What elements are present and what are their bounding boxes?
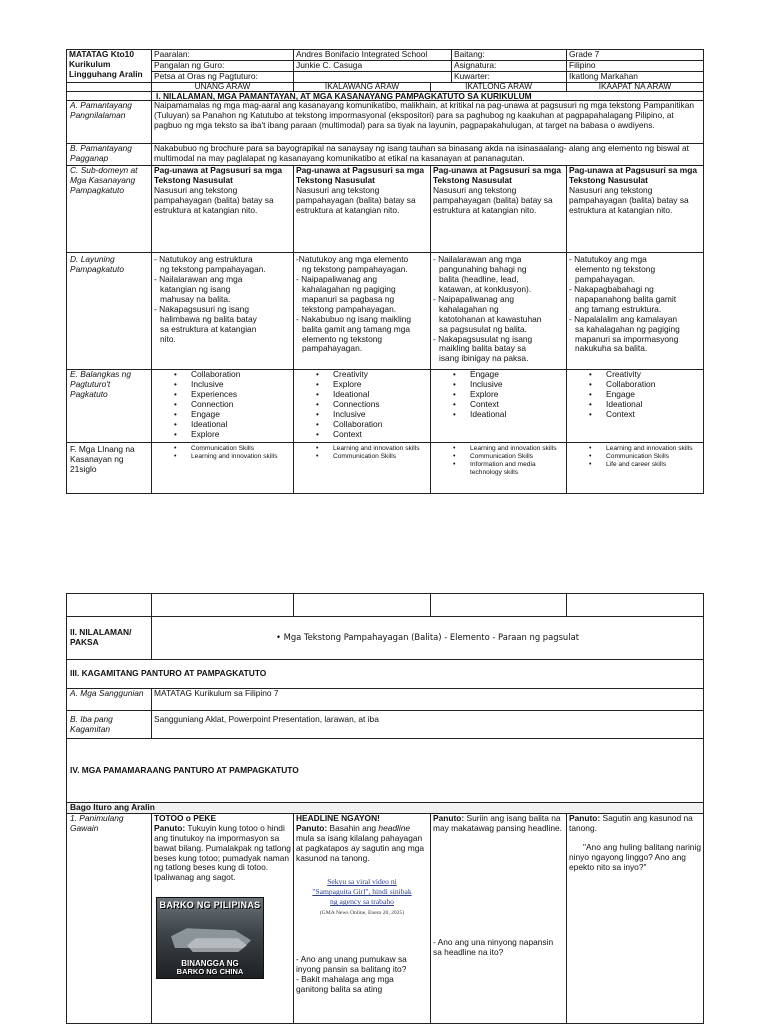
- day-3-header: IKATLONG ARAW: [431, 82, 567, 91]
- layunin-line: balita (headline, lead,: [439, 274, 519, 285]
- balangkas-list-day-4: [569, 370, 701, 420]
- pamantayang-pangnilalaman-text: Naipamamalas ng mga mag-aaral ang kasanayang komunikatibo, malikhain, at kritikal na pag-unawa at pagsusuri ng mga tekstong Pampanitikan (Tuluyan) sa Panahon ng Katutubo at tekstong impormasyonal (ekspositori) para sa paghubog ng kaakuhan at pagpapahalagang Pilipino, at pagbuo ng mga teksto sa iba't ibang paraan (multimodal) para sa tiyak na layunin, pagpapakahulugan, at target na babasa o awdiyens.: [152, 101, 704, 144]
- balangkas-item: • Engage: [154, 410, 291, 420]
- balangkas-item: • Connection: [154, 400, 291, 410]
- layunin-line: - Nailalarawan ang mga: [433, 254, 522, 265]
- balangkas-item: • Inclusive: [154, 380, 291, 390]
- layunin-line: katotohanan at kawastuhan: [439, 313, 542, 324]
- balangkas-item: • Explore: [154, 430, 291, 440]
- balangkas-item: • Inclusive: [433, 380, 564, 390]
- layunin-line: nakukuha sa balita.: [575, 343, 648, 354]
- layunin-line: elemento ng tekstong: [575, 264, 656, 275]
- layunin-line: sa estruktura at katangian: [160, 323, 257, 334]
- kasanayan-item: • Learning and innovation skills: [433, 445, 564, 453]
- layunin-line: mapanuri sa pagbasa ng: [302, 293, 395, 304]
- balangkas-item: • Engage: [433, 370, 564, 380]
- panimulang-gawain-day-4: Panuto: Sagutin ang kasunod na tanong. "Ano ang huling balitang narinig ninyo ngayong linggo? Ano ang epekto nito sa inyo?": [567, 813, 704, 1023]
- sub-domeyn-day-3: Pag-unawa at Pagsusuri sa mga Tekstong Nasusulat Nasusuri ang tekstong pampahayagan (balita) batay sa estruktura at katangian nito.: [431, 166, 567, 253]
- layunin-line: ng tekstong pampahayagan.: [160, 264, 266, 275]
- layunin-line: kahalagahan ng: [439, 303, 499, 314]
- balangkas-item: • Creativity: [296, 370, 428, 380]
- layunin-line: mahusay na balita.: [160, 293, 231, 304]
- layunin-line: - Naipapaliwanag ang: [296, 274, 378, 285]
- petsa-label: Petsa at Oras ng Pagtuturo:: [152, 71, 294, 82]
- layunin-line: elemento ng tekstong: [302, 333, 383, 344]
- headline-ngayon-title: HEADLINE NGAYON!: [296, 812, 380, 823]
- layunin-line: pangunahing bahagi ng: [439, 264, 527, 275]
- balangkas-item: • Explore: [433, 390, 564, 400]
- ship-shape-2: [187, 938, 247, 952]
- layunin-line: -Natutukoy ang mga elemento: [296, 254, 409, 265]
- curriculum-title: MATATAG Kto10 Kurikulum Lingguhang Aralin: [67, 50, 152, 83]
- layunin-line: tekstong pampahayagan.: [302, 303, 397, 314]
- sub-domeyn-label: C. Sub-domeyn at Mga Kasanayang Pampagkatuto: [67, 166, 152, 253]
- layunin-line: - Naipapaliwanag ang: [433, 293, 515, 304]
- nilalaman-paksa-text: • Mga Tekstong Pampahayagan (Balita) - Elemento - Paraan ng pagsulat: [152, 617, 704, 660]
- iba-pang-kagamitan-text: Sangguniang Aklat, Powerpoint Presentation, larawan, at iba: [152, 711, 704, 739]
- pamantayang-pagganap-label: B. Pamantayang Pagganap: [67, 144, 152, 166]
- layunin-line: kahalagahan ng pagiging: [302, 284, 396, 295]
- panimulang-gawain-day-2: HEADLINE NGAYON! Panuto: Basahin ang headline mula sa isang kilalang pahayagan at pagkatapos ay sagutin ang mga kasunod na tanong. Sekyu sa viral video ni "Sampaguita Girl", hindi sinibak ng agency sa trabaho (GMA News Online, Enero 20, 2025) - Ano ang unang pumukaw sa inyong pansin sa balitang ito? - Bakit mahalaga ang mga ganitong balita sa ating: [294, 813, 431, 1023]
- balangkas-item: • Creativity: [569, 370, 701, 380]
- balangkas-item: • Context: [296, 430, 428, 440]
- layunin-day-3: [431, 253, 567, 370]
- layunin-line: katangian ng isang: [160, 284, 231, 295]
- kuwarter-value: Ikatlong Markahan: [567, 71, 704, 82]
- day-4-header: IKAAPAT NA ARAW: [567, 82, 704, 91]
- layuning-pampagkatuto-label: D. Layuning Pampagkatuto: [67, 253, 152, 370]
- section-3-title: III. KAGAMITANG PANTURO AT PAMPAGKATUTO: [67, 660, 704, 689]
- layunin-day-4: [567, 253, 704, 370]
- layunin-line: ang tamang estruktura.: [575, 303, 662, 314]
- balangkas-item: • Context: [433, 400, 564, 410]
- layunin-line: sa pagsusulat ng balita.: [439, 323, 527, 334]
- kasanayan-item: • Learning and innovation skills: [569, 445, 701, 453]
- bago-ituro-label: Bago Ituro ang Aralin: [67, 803, 704, 814]
- balangkas-item: • Engage: [569, 390, 701, 400]
- balangkas-item: • Context: [569, 410, 701, 420]
- balangkas-item: • Collaboration: [296, 420, 428, 430]
- layunin-line: - Nailalarawan ang mga: [154, 274, 243, 285]
- kasanayan-item: • Information and media technology skills: [433, 461, 564, 477]
- baitang-label: Baitang:: [454, 49, 485, 59]
- nilalaman-paksa-label: II. NILALAMAN/ PAKSA: [67, 617, 152, 660]
- kasanayan-list-day-4: [569, 445, 701, 468]
- totoo-peke-title: TOTOO o PEKE: [154, 812, 217, 823]
- balangkas-list-day-3: [433, 370, 564, 420]
- layunin-line: katawan, at konklusyon).: [439, 284, 532, 295]
- layunin-day-2: [294, 253, 431, 370]
- guro-label: Pangalan ng Guro:: [152, 60, 294, 71]
- sub-domeyn-day-2: Pag-unawa at Pagsusuri sa mga Tekstong Nasusulat Nasusuri ang tekstong pampahayagan (balita) batay sa estruktura at katangian nito.: [294, 166, 431, 253]
- layunin-line: napapanahong balita gamit: [575, 293, 677, 304]
- news-headline-clip: Sekyu sa viral video ni "Sampaguita Girl", hindi sinibak ng agency sa trabaho (GMA News Online, Enero 20, 2025): [312, 877, 412, 917]
- layunin-line: isang ibinigay na paksa.: [439, 353, 529, 364]
- layunin-line: maikling balita batay sa: [439, 343, 527, 354]
- kasanayan-item: • Learning and innovation skills: [154, 453, 291, 461]
- layunin-line: - Nakapagsusuri ng isang: [154, 303, 249, 314]
- balangkas-item: • Ideational: [433, 410, 564, 420]
- kasanayan-list-day-3: [433, 445, 564, 476]
- asignatura-value: Filipino: [567, 60, 704, 71]
- kasanayan-item: • Communication Skills: [433, 453, 564, 461]
- guro-value: Junkie C. Casuga: [294, 61, 452, 71]
- kasanayan-item: • Communication Skills: [296, 453, 428, 461]
- layunin-line: pampahayagan.: [302, 343, 363, 354]
- kasanayan-item: • Learning and innovation skills: [296, 445, 428, 453]
- balangkas-list-day-1: [154, 370, 291, 439]
- balangkas-item: • Inclusive: [296, 410, 428, 420]
- news-photo: BARKO NG PILIPINAS BINANGGA NG BARKO NG CHINA: [156, 897, 264, 979]
- balangkas-item: • Experiences: [154, 390, 291, 400]
- paaralan-label: Paaralan:: [152, 50, 294, 61]
- paaralan-value: Andres Bonifacio Integrated School: [294, 50, 452, 60]
- petsa-value: [294, 72, 452, 82]
- layunin-line: mapanuri sa impormasyong: [575, 333, 679, 344]
- kasanayan-item: • Life and career skills: [569, 461, 701, 469]
- layunin-line: balita gamit ang tamang mga: [302, 323, 411, 334]
- day-1-header: UNANG ARAW: [152, 82, 294, 91]
- kasanayan-item: • Communication Skills: [154, 445, 291, 453]
- layunin-line: pampahayagan.: [575, 274, 636, 285]
- layunin-line: sa kahalagahan ng pagiging: [575, 323, 680, 334]
- kuwarter-label: Kuwarter:: [454, 70, 490, 81]
- baitang-value: Grade 7: [567, 50, 704, 61]
- layunin-line: - Napalalalim ang kamalayan: [569, 313, 678, 324]
- panimulang-gawain-label: 1. Panimulang Gawain: [67, 813, 152, 1023]
- panimulang-gawain-day-3: Panuto: Suriin ang isang balita na may makatawag pansing headline. - Ano ang una ninyong napansin sa headline na ito?: [431, 813, 567, 1023]
- day-2-header: IKALAWANG ARAW: [294, 82, 431, 91]
- layunin-line: halimbawa ng balita batay: [160, 313, 257, 324]
- sanggunian-label: A. Mga Sanggunian: [67, 689, 152, 711]
- kasanayan-list-day-2: [296, 445, 428, 461]
- lesson-plan-header-table: [66, 49, 704, 494]
- pamantayang-pagganap-text: Nakabubuo ng brochure para sa bayograpikal na sanaysay ng isang tauhan sa binasang akda na isinasaalang- alang ang elemento ng biswal at multimodal na may paglalapat ng kasanayang komunikatibo at etikal na kasanayan at pananagutan.: [152, 144, 704, 166]
- balangkas-item: • Ideational: [569, 400, 701, 410]
- balangkas-label: E. Balangkas ng Pagtuturo't Pagkatuto: [67, 370, 152, 443]
- section-1-title: I. NILALAMAN, MGA PAMANTAYAN, AT MGA KASANAYANG PAMPAGKATUTO SA KURIKULUM: [152, 91, 704, 100]
- 21siglo-label: F. Mga LInang na Kasanayan ng 21siglo: [67, 443, 152, 494]
- sub-domeyn-day-4: Pag-unawa at Pagsusuri sa mga Tekstong Nasusulat Nasusuri ang tekstong pampahayagan (balita) batay sa estruktura at katangian nito.: [567, 166, 704, 253]
- balangkas-item: • Ideational: [154, 420, 291, 430]
- layunin-line: - Natutukoy ang mga: [569, 254, 647, 265]
- balangkas-list-day-2: [296, 370, 428, 439]
- balangkas-item: • Collaboration: [569, 380, 701, 390]
- layunin-line: ng tekstong pampahayagan.: [302, 264, 408, 275]
- layunin-line: - Natutukoy ang estruktura: [154, 254, 253, 265]
- kasanayan-item: • Communication Skills: [569, 453, 701, 461]
- layunin-line: - Nakabubuo ng isang maikling: [296, 313, 411, 324]
- lesson-plan-procedure-table: [66, 593, 704, 1024]
- layunin-line: nito.: [160, 333, 176, 344]
- layunin-line: - Nakapagsusulat ng isang: [433, 333, 533, 344]
- iba-pang-kagamitan-label: B. Iba pang Kagamitan: [67, 711, 152, 739]
- kasanayan-list-day-1: [154, 445, 291, 461]
- layunin-day-1: [152, 253, 294, 370]
- sub-domeyn-day-1: Pag-unawa at Pagsusuri sa mga Tekstong Nasusulat Nasusuri ang tekstong pampahayagan (balita) batay sa estruktura at katangian nito.: [152, 166, 294, 253]
- layunin-line: - Nakapagbabahagi ng: [569, 284, 654, 295]
- section-4-title: IV. MGA PAMAMARAANG PANTURO AT PAMPAGKATUTO: [67, 739, 704, 803]
- asignatura-label: Asignatura:: [454, 59, 497, 70]
- sanggunian-text: MATATAG Kurikulum sa Filipino 7: [152, 689, 704, 711]
- pamantayang-pangnilalaman-label: A. Pamantayang Pangnilalaman: [67, 101, 152, 144]
- panimulang-gawain-day-1: TOTOO o PEKE Panuto: Tukuyin kung totoo o hindi ang tinutukoy na impormasyon sa bawat bilang. Pumalakpak ng tatlong beses kung totoo; pumadyak naman ng tatlong beses kung di totoo. Ipaliwanag ang sagot. BARKO NG PILIPINAS BINANGGA NG BARKO NG CHINA: [152, 813, 294, 1023]
- balangkas-item: • Connections: [296, 400, 428, 410]
- balangkas-item: • Explore: [296, 380, 428, 390]
- balangkas-item: • Ideational: [296, 390, 428, 400]
- balangkas-item: • Collaboration: [154, 370, 291, 380]
